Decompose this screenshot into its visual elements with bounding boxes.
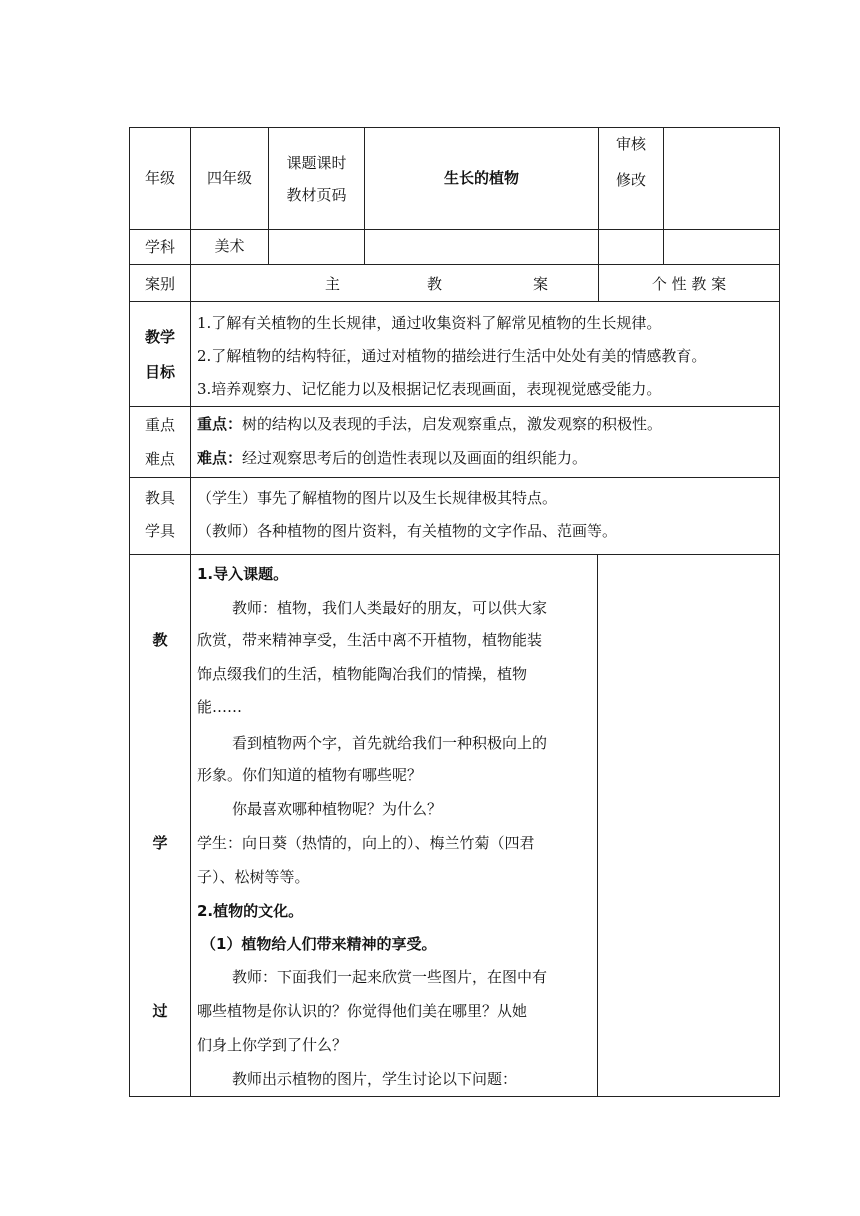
process-label-char: 过 (152, 1002, 168, 1020)
key-point-label: 重点： (197, 415, 243, 433)
process-line: 看到植物两个字，首先就给我们一种积极向上的 (232, 734, 548, 752)
main-plan-char: 教 (427, 275, 443, 293)
case-label: 案别 (144, 275, 175, 293)
table-border-left (129, 127, 130, 1097)
process-label-char: 教 (152, 631, 168, 649)
row-divider (129, 264, 780, 265)
tools-label-line1: 教具 (144, 489, 175, 507)
subject-label: 学科 (144, 238, 175, 256)
goal-item: 1.了解有关植物的生长规律，通过收集资料了解常见植物的生长规律。 (197, 314, 662, 332)
main-plan-char: 案 (533, 275, 549, 293)
course-label-line1: 课题课时 (286, 154, 347, 172)
grade-value: 四年级 (206, 169, 252, 187)
table-border-bottom (129, 1096, 780, 1097)
table-border-top (129, 127, 780, 128)
process-line: 子）、松树等等。 (197, 868, 310, 886)
column-divider (190, 127, 191, 1097)
row-divider (129, 406, 780, 407)
goals-label-line2: 目标 (144, 363, 175, 381)
review-label-line2: 修改 (615, 171, 646, 189)
student-tools: （学生）事先了解植物的图片以及生长规律极其特点。 (197, 489, 558, 507)
goal-item: 2.了解植物的结构特征，通过对植物的描绘进行生活中处处有美的情感教育。 (197, 347, 707, 365)
process-line: 哪些植物是你认识的？你觉得他们美在哪里？从她 (197, 1002, 528, 1020)
process-line: 教师：下面我们一起来欣赏一些图片，在图中有 (232, 968, 548, 986)
table-border-right (779, 127, 780, 1097)
keypoints-label-line2: 难点 (144, 450, 175, 468)
goals-label-line1: 教学 (144, 328, 175, 346)
process-line: 教师：植物，我们人类最好的朋友，可以供大家 (232, 599, 548, 617)
key-point-row (197, 414, 662, 434)
review-label-line1: 审核 (615, 135, 646, 153)
key-point-text: 树的结构以及表现的手法，启发观察重点，激发观察的积极性。 (242, 415, 663, 433)
lesson-title: 生长的植物 (443, 169, 519, 187)
row-divider (129, 301, 780, 302)
goal-item: 3.培养观察力、记忆能力以及根据记忆表现画面，表现视觉感受能力。 (197, 380, 662, 398)
process-line: 饰点缀我们的生活，植物能陶冶我们的情操，植物 (197, 665, 528, 683)
process-label-char: 学 (152, 834, 168, 852)
personal-plan-label: 个 性 教 案 (651, 275, 727, 293)
process-line: 2.植物的文化。 (197, 902, 304, 920)
process-line: 学生：向日葵（热情的，向上的）、梅兰竹菊（四君 (197, 834, 535, 852)
row-divider (129, 554, 780, 555)
difficult-point-text: 经过观察思考后的创造性表现以及画面的组织能力。 (242, 449, 588, 467)
difficult-point-row (197, 448, 587, 468)
column-divider (663, 127, 664, 265)
process-line: 1.导入课题。 (197, 565, 289, 583)
column-divider (364, 127, 365, 265)
process-line: 欣赏，带来精神享受，生活中离不开植物，植物能装 (197, 631, 543, 649)
process-line: 教师出示植物的图片，学生讨论以下问题： (232, 1070, 518, 1088)
process-line: 你最喜欢哪种植物呢？为什么？ (232, 800, 443, 818)
main-plan-char: 主 (325, 275, 341, 293)
difficult-point-label: 难点： (197, 449, 243, 467)
row-divider (129, 229, 780, 230)
process-line: （1）植物给人们带来精神的享受。 (201, 935, 437, 953)
column-divider (597, 554, 598, 1097)
process-line: 形象。你们知道的植物有哪些呢？ (197, 766, 423, 784)
grade-label: 年级 (144, 169, 175, 187)
process-line: 们身上你学到了什么？ (197, 1036, 348, 1054)
tools-label-line2: 学具 (144, 522, 175, 540)
teacher-tools: （教师）各种植物的图片资料，有关植物的文字作品、范画等。 (197, 522, 618, 540)
course-label-line2: 教材页码 (286, 186, 347, 204)
subject-value: 美术 (214, 237, 245, 255)
row-divider (129, 477, 780, 478)
process-line: 能…… (197, 698, 243, 716)
keypoints-label-line1: 重点 (144, 416, 175, 434)
